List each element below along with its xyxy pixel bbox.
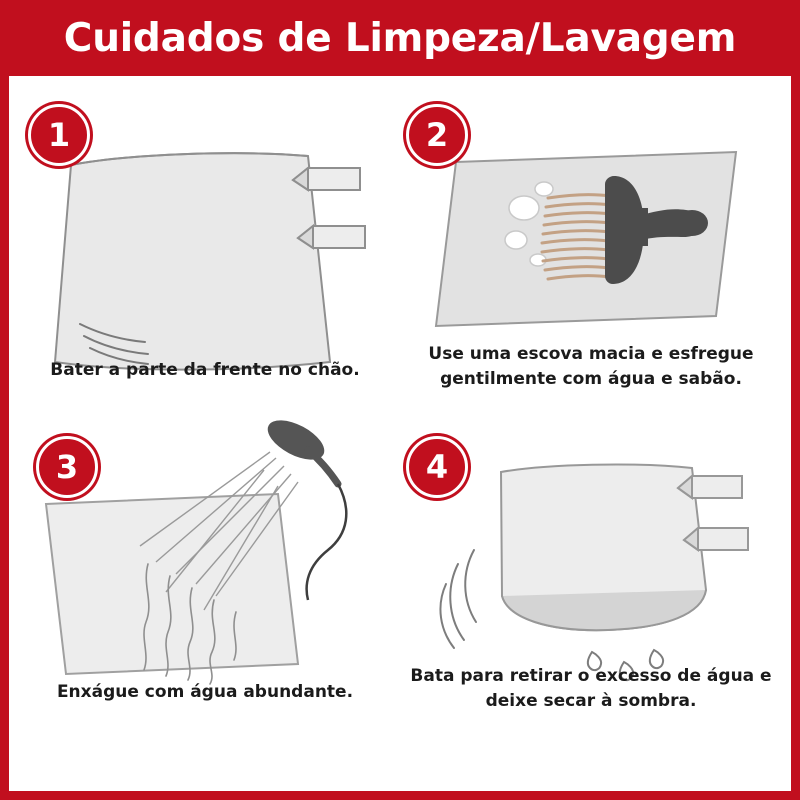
step-caption-2: Use uma escova macia e esfregue gentilmente com água e sabão.	[428, 344, 754, 389]
step-number-badge-4: 4	[406, 436, 468, 498]
step-number-badge-2: 2	[406, 104, 468, 166]
steps-grid	[0, 76, 800, 791]
step-2	[396, 90, 786, 430]
step-4	[396, 414, 786, 754]
page-title: Cuidados de Limpeza/Lavagem	[63, 15, 737, 61]
step-caption-4: Bata para retirar o excesso de água e deixe secar à sombra.	[410, 666, 772, 711]
step-1	[8, 90, 398, 430]
step-3	[8, 414, 398, 754]
step-caption-1: Bater a parte da frente no chão.	[50, 360, 360, 380]
header-banner	[0, 0, 800, 76]
step-number-badge-3: 3	[36, 436, 98, 498]
step-caption-3: Enxágue com água abundante.	[56, 682, 354, 702]
step-number-badge-1: 1	[28, 104, 90, 166]
